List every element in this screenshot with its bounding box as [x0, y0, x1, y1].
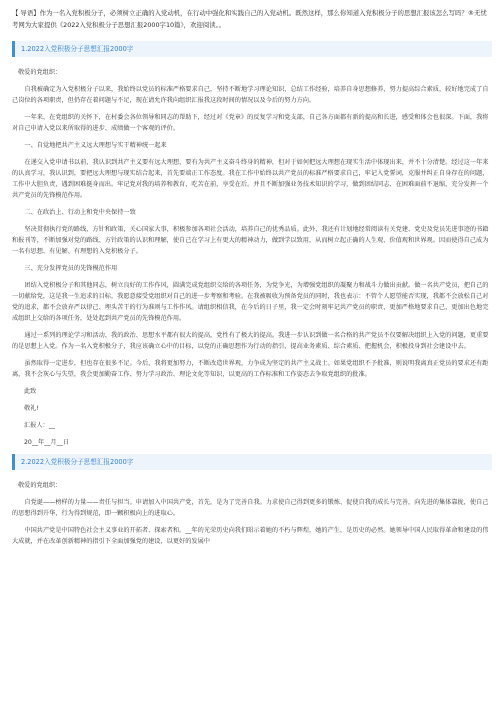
closing-line: 敬礼! [24, 405, 39, 412]
paragraph: 虽然取得一定进步，但也存在很多不足。今后，我将更加努力，不断改造世界观，力争成为坚定的共产主义战士。如果党组织不予批准，则说明我离真正党员的要求还有距离，我不会灰心与失望，我会更加勤奋工作、努力学习政治、理论文化等知识，以更高的工作标准和工作姿态去争取党组织的批准。 [12, 360, 489, 378]
paragraph: 坚决贯彻执行党的路线、方针和政策，关心国家大事，积极参加各项社会活动，培养自己的优秀品质。此外，我还有计划地经常阅读有关党建、党史及党员先进事迹的书籍和报刊等，不断加强对党的路线、方针政策的认识和理解，使自己在学习上有更大的精神动力，做到学以致用，从而树立起正确的人生观、价值观和世界观。因而使得自己成为一名有思想、有见解、有理想的入党积极分子。 [12, 226, 489, 255]
salutation: 敬爱的党组织： [18, 69, 62, 76]
section-1-header: 1.2022入党积极分子思想汇报2000字 [12, 41, 492, 57]
subheading: 一、自觉地把共产主义远大理想与实干精神统一起来 [24, 142, 167, 149]
paragraph: 自党诞——榜样的力量——责任与担当。申请加入中国共产党，首先，是为了完善自我。力求使自己得到更多的锻炼、促使自我的成长与完善，向先进的集体靠拢，使自己的思想得到升华，行为得到规范，即一颗积极向上的进取心。 [12, 499, 489, 517]
paragraph: 自我被确定为入党积极分子以来，我始终以党员的标准严格要求自己，坚持不断地学习理论知识、总结工作经验，培养自身思想修养，努力提高综合素质，较好地完成了自己岗位的各项职责，但仍存在着问题与不足，现在请允许我向组织汇报我这段时间的情况以及今后的努力方向。 [12, 86, 489, 104]
closing-line: 此致 [24, 388, 37, 395]
section-2-header: 2.2022入党积极分子思想汇报2000字 [12, 454, 492, 470]
paragraph: 中国共产党是中国特色社会主义事业的开拓者、探索者和。__年的光荣历史向我们昭示着她的不朽与辉煌，她的产生，是历史的必然。她领导中国人民取得革命和建设的伟大成就，并在改革创新精神的指引下全面加强党的建设，以更好的发展中 [12, 527, 489, 545]
paragraph: 通过一系列的理论学习和活动，我的政治、思想水平都有很大的提高，党性有了极大的提高。我进一步认识到做一名合格的共产党员不仅要解决组织上入党的问题，更重要的是思想上入党。作为一名入党积极分子，我应该确立心中的目标，以党的正确思想作为行动的指引，提高业务素质、综合素质、把握机会，积极投身到社会建设中去。 [12, 332, 489, 350]
reporter-line: 汇报人：__ [24, 422, 55, 429]
subheading: 二、在政治上、行动上和党中央保持一致 [24, 209, 136, 216]
subheading: 三、充分发挥党员的先锋模范作用 [24, 265, 118, 272]
date-line: 20__年__月__日 [24, 439, 69, 446]
paragraph: 团结入党积极分子和其他同志，树立良好的工作作风，圆满完成党组织交给的各项任务，为党争光，为增强党组织的凝聚力和战斗力做出贡献。做一名共产党员，把自己的一切献给党，这是我一生追求的目标，我愿意接受党组织对自己的进一步考察和考验。在我被吸收为预备党员的同时，我也表示：不管个人愿望能否实现，我都不会放松自己对党的追求，都不会放弃严以律己、埋头苦干的行为准则与工作作风。请组织相信我，在今后的日子里，我一定会时刻牢记共产党员的职责，更加严格地要求自己，更加出色地完成组织上交给的各项任务，处处起到共产党员的先锋模范作用。 [12, 282, 489, 322]
paragraph: 一年来，在党组织的关怀下，在村委会各位领导和同志的帮助下，经过对《党章》的反复学习和党支部，自己各方面都有新的提高和长进，感受和体会也很深。下面，我将对自己申请入党以来所取得的进步、成绩做一个客观的评价。 [12, 114, 489, 132]
paragraph: 在递交入党申请书以前，我认识到共产主义要有远大理想，要有为共产主义奋斗终身的精神，但对于如何把远大理想在现实生活中体现出来，并不十分清楚。经过这一年来的认真学习，我认识到，要把远大理想与现实结合起来，首先要端正工作态度。我在工作中始终以共产党员的标准严格要求自己，牢记入党誓词，克服并纠正自身存在的问题，工作中大胆负责，遇到困难挺身而出。牢记党对我的培养和教育，吃苦在前，享受在后。并且不断加强业务技术知识的学习，做到团结同志、在困难面前不退缩，充分发挥一个共产党员的先锋模范作用。 [12, 159, 489, 199]
intro-text: 【 导语】作为一名入党积极分子，必须树立正确的入党动机，在行动中强化和实践自己的入党动机。既然这样，那么你知道入党积极分子的思想汇报该怎么写吗？®无忧考网为大家提供《2022入党积极分子思想汇报2000字10篇》，欢迎阅读。。 [12, 9, 487, 29]
salutation: 敬爱的党组织： [18, 482, 62, 489]
